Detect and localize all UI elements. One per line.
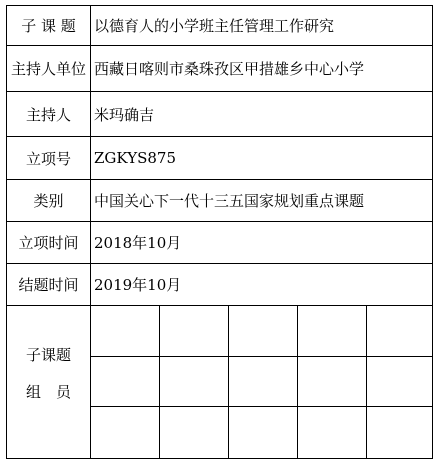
members-grid-cell-empty [159,356,228,406]
row-completion-date [7,264,433,306]
members-grid-cell-empty [228,407,297,458]
members-grid-row [91,306,433,356]
category-value: 中国关心下一代十三五国家规划重点课题 [91,180,433,222]
project-number-label: 立项号 [7,137,91,180]
host-value: 米玛确吉 [91,92,433,137]
members-grid-cell [91,306,433,459]
members-label-line1: 子课题 [25,346,71,364]
members-grid-row [91,407,433,458]
subtopic-label: 子 课 题 [7,6,91,46]
members-label-line2: 组 员 [25,383,71,401]
members-grid-cell-empty [159,306,228,356]
project-info-table [6,5,433,459]
members-grid [91,306,433,458]
category-label: 类别 [7,180,91,222]
completion-date-value: 2019年10月 [91,264,433,306]
host-unit-label: 主持人单位 [7,46,91,92]
completion-date-label: 结题时间 [7,264,91,306]
members-grid-cell-empty [228,356,297,406]
row-members [7,306,433,459]
host-label: 主持人 [7,92,91,137]
row-approval-date [7,222,433,264]
subtopic-value: 以德育人的小学班主任管理工作研究 [91,6,433,46]
members-grid-cell-empty [91,306,159,356]
row-host-unit [7,46,433,92]
project-number-value: ZGKYS875 [91,137,433,180]
approval-date-label: 立项时间 [7,222,91,264]
members-grid-row [91,356,433,406]
row-category [7,180,433,222]
members-grid-cell-empty [366,306,433,356]
members-grid-cell-empty [228,306,297,356]
members-grid-cell-empty [366,407,433,458]
members-grid-cell-empty [159,407,228,458]
members-grid-cell-empty [297,356,366,406]
host-unit-value: 西藏日喀则市桑珠孜区甲措雄乡中心小学 [91,46,433,92]
members-grid-cell-empty [297,407,366,458]
row-subtopic [7,6,433,46]
members-label-cell [7,306,91,459]
members-grid-cell-empty [91,407,159,458]
members-grid-cell-empty [366,356,433,406]
members-grid-cell-empty [91,356,159,406]
approval-date-value: 2018年10月 [91,222,433,264]
members-grid-cell-empty [297,306,366,356]
row-project-number [7,137,433,180]
row-host [7,92,433,137]
